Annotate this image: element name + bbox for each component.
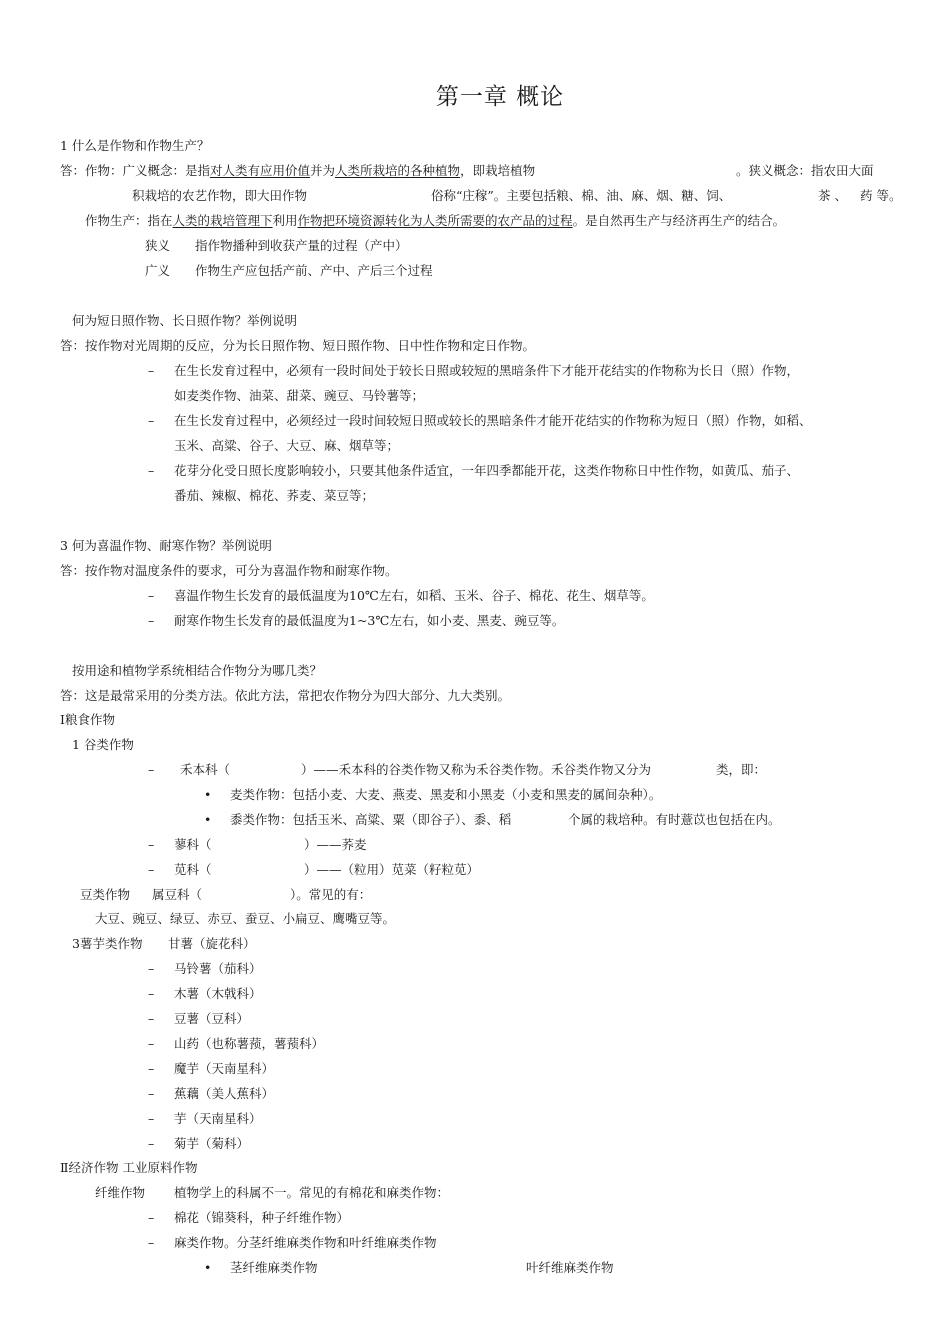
- q4-wheat: 麦类作物：包括小麦、大麦、燕麦、黑麦和小黑麦（小麦和黑麦的属间杂种）。: [230, 787, 662, 802]
- q2-dash-1: –: [148, 363, 155, 378]
- q1-answer-line2a: 积栽培的农艺作物，即大田作物: [132, 188, 308, 203]
- q4-dash-poaceae: –: [148, 762, 155, 777]
- tuber-dash: –: [148, 1061, 155, 1076]
- q1-underline-plants: 人类所栽培的各种植物: [335, 163, 461, 178]
- q2-dash-2: –: [148, 413, 155, 428]
- list-item: 山药（也称薯蓣，薯蓣科）: [174, 1036, 325, 1051]
- q1-prod-underline1: 人类的栽培管理下: [172, 213, 273, 228]
- q4-polyg-a: 蓼科（: [174, 837, 212, 852]
- q2-item1-line2: 如麦类作物、油菜、甜菜、豌豆、马铃薯等；: [174, 388, 425, 403]
- q1-prod-underline2: 作物把环境资源转化为人类所需要的农产品的过程: [297, 213, 573, 228]
- tuber-dash: –: [148, 1086, 155, 1101]
- q4-polyg-b: ）——荞麦: [304, 837, 367, 852]
- tuber-dash: –: [148, 1011, 155, 1026]
- q4-cereal-heading: 1 谷类作物: [72, 737, 134, 752]
- q4-tuber-a: 3薯芋类作物: [72, 936, 143, 951]
- q4-leaf-fiber: 叶纤维麻类作物: [526, 1260, 614, 1275]
- list-item: 芋（天南星科）: [174, 1111, 262, 1126]
- q3-item1: 喜温作物生长发育的最低温度为10℃左右，如稻、玉米、谷子、棉花、花生、烟草等。: [174, 588, 654, 603]
- q4-bullet-millet: •: [204, 812, 212, 827]
- q4-legume-b: 属豆科（: [152, 887, 203, 902]
- q2-item1-line1: 在生长发育过程中，必须有一段时间处于较长日照或较短的黑暗条件下才能开花结实的作物称为长日（照）作物，: [174, 363, 800, 378]
- q1-broad-label: 广义: [145, 263, 171, 278]
- q1-answer-line1: [60, 163, 535, 179]
- list-item: 马铃薯（茄科）: [174, 961, 262, 976]
- q4-millet: 黍类作物：包括玉米、高粱、粟（即谷子）、黍、稻: [230, 812, 512, 827]
- q4-dash-hemp: –: [148, 1235, 155, 1250]
- q4-bullet-wheat: •: [204, 787, 212, 802]
- q1-prod-prefix: 作物生产：指在: [85, 213, 173, 228]
- q3-dash-2: –: [148, 613, 155, 628]
- q1-production-line: [85, 213, 785, 229]
- q4-millet-b: 个属的栽培种。有时薏苡也包括在内。: [568, 812, 781, 827]
- tuber-dash: –: [148, 1136, 155, 1151]
- q2-item3-line1: 花芽分化受日照长度影响较小，只要其他条件适宜，一年四季都能开花，这类作物称日中性作物，如黄瓜、茄子、: [174, 463, 800, 478]
- q3-heading: 3 何为喜温作物、耐寒作物？举例说明: [60, 538, 272, 553]
- q4-amaranth-b: ）——（粒用）苋菜（籽粒苋）: [304, 862, 480, 877]
- q4-tuber-b: 甘薯（旋花科）: [168, 936, 256, 951]
- q1-narrow-text: 指作物播种到收获产量的过程（产中）: [195, 238, 408, 253]
- q1-answer-prefix: 答：作物：广义概念：是指: [60, 163, 211, 178]
- q4-amaranth-a: 苋科（: [174, 862, 212, 877]
- q4-answer: 答：这是最常采用的分类方法。依此方法，常把农作物分为四大部分、九大类别。: [60, 688, 511, 703]
- q1-heading: 1 什么是作物和作物生产？: [60, 138, 210, 153]
- q4-cotton: 棉花（锦葵科，种子纤维作物）: [174, 1210, 350, 1225]
- q2-answer: 答：按作物对光周期的反应，分为长日照作物、短日照作物、日中性作物和定日作物。: [60, 338, 536, 353]
- q1-answer-line2d: 药 等。: [860, 188, 902, 203]
- q2-item3-line2: 番茄、辣椒、棉花、荞麦、菜豆等；: [174, 488, 375, 503]
- q4-hemp: 麻类作物。分茎纤维麻类作物和叶纤维麻类作物: [174, 1235, 437, 1250]
- q4-dash-polyg: –: [148, 837, 155, 852]
- tuber-dash: –: [148, 986, 155, 1001]
- q4-poaceae-a: 禾本科（: [180, 762, 231, 777]
- tuber-dash: –: [148, 1111, 155, 1126]
- q4-heading: 按用途和植物学系统相结合作物分为哪几类？: [72, 663, 323, 678]
- q4-grain-heading: Ⅰ粮食作物: [60, 712, 115, 727]
- q3-dash-1: –: [148, 588, 155, 603]
- q4-dash-cotton: –: [148, 1210, 155, 1225]
- q1-prod-mid: 利用: [272, 213, 298, 228]
- page-title: 第一章 概论: [435, 84, 565, 110]
- list-item: 魔芋（天南星科）: [174, 1061, 275, 1076]
- q1-answer-mid1: 并为: [310, 163, 336, 178]
- q4-legume-list: 大豆、豌豆、绿豆、赤豆、蚕豆、小扁豆、鹰嘴豆等。: [95, 911, 396, 926]
- q1-underline-value: 对人类有应用价值: [210, 163, 311, 178]
- list-item: 木薯（木戟科）: [174, 986, 262, 1001]
- q1-answer-line2b: 俗称“庄稼”。主要包括粮、棉、油、麻、烟、糖、饲、: [431, 188, 732, 203]
- q1-narrow-label: 狭义: [145, 238, 171, 253]
- q4-poaceae-b: ）——禾本科的谷类作物又称为禾谷类作物。禾谷类作物又分为: [301, 762, 652, 777]
- q1-answer-end: 。狭义概念：指农田大面: [736, 163, 874, 178]
- q3-item2: 耐寒作物生长发育的最低温度为1~3℃左右，如小麦、黑麦、豌豆等。: [174, 613, 565, 628]
- q4-legume-a: 豆类作物: [80, 887, 131, 902]
- q4-econ-heading: Ⅱ经济作物 工业原料作物: [60, 1160, 198, 1175]
- q4-dash-amaranth: –: [148, 862, 155, 877]
- q1-answer-mid2: ，即栽培植物: [460, 163, 536, 178]
- list-item: 蕉藕（美人蕉科）: [174, 1086, 275, 1101]
- q1-answer-line2c: 茶 、: [818, 188, 847, 203]
- q4-legume-c: ）。常见的有：: [290, 887, 372, 902]
- list-item: 豆薯（豆科）: [174, 1011, 250, 1026]
- q1-broad-text: 作物生产应包括产前、产中、产后三个过程: [195, 263, 433, 278]
- q2-item2-line2: 玉米、高粱、谷子、大豆、麻、烟草等；: [174, 438, 400, 453]
- q2-item2-line1: 在生长发育过程中，必须经过一段时间较短日照或较长的黑暗条件才能开花结实的作物称为短日（照）作物，如稻、: [174, 413, 812, 428]
- list-item: 菊芋（菊科）: [174, 1136, 250, 1151]
- q4-bullet-stem: •: [204, 1260, 212, 1275]
- q2-heading: 何为短日照作物、长日照作物？举例说明: [72, 313, 298, 328]
- tuber-dash: –: [148, 1036, 155, 1051]
- q4-fiber-b: 植物学上的科属不一。常见的有棉花和麻类作物：: [174, 1185, 450, 1200]
- tuber-dash: –: [148, 961, 155, 976]
- q2-dash-3: –: [148, 463, 155, 478]
- q4-stem-fiber: 茎纤维麻类作物: [230, 1260, 318, 1275]
- q4-poaceae-c: 类，即：: [716, 762, 767, 777]
- q1-prod-end: 。是自然再生产与经济再生产的结合。: [572, 213, 786, 228]
- q4-fiber-a: 纤维作物: [95, 1185, 146, 1200]
- q3-answer: 答：按作物对温度条件的要求，可分为喜温作物和耐寒作物。: [60, 563, 398, 578]
